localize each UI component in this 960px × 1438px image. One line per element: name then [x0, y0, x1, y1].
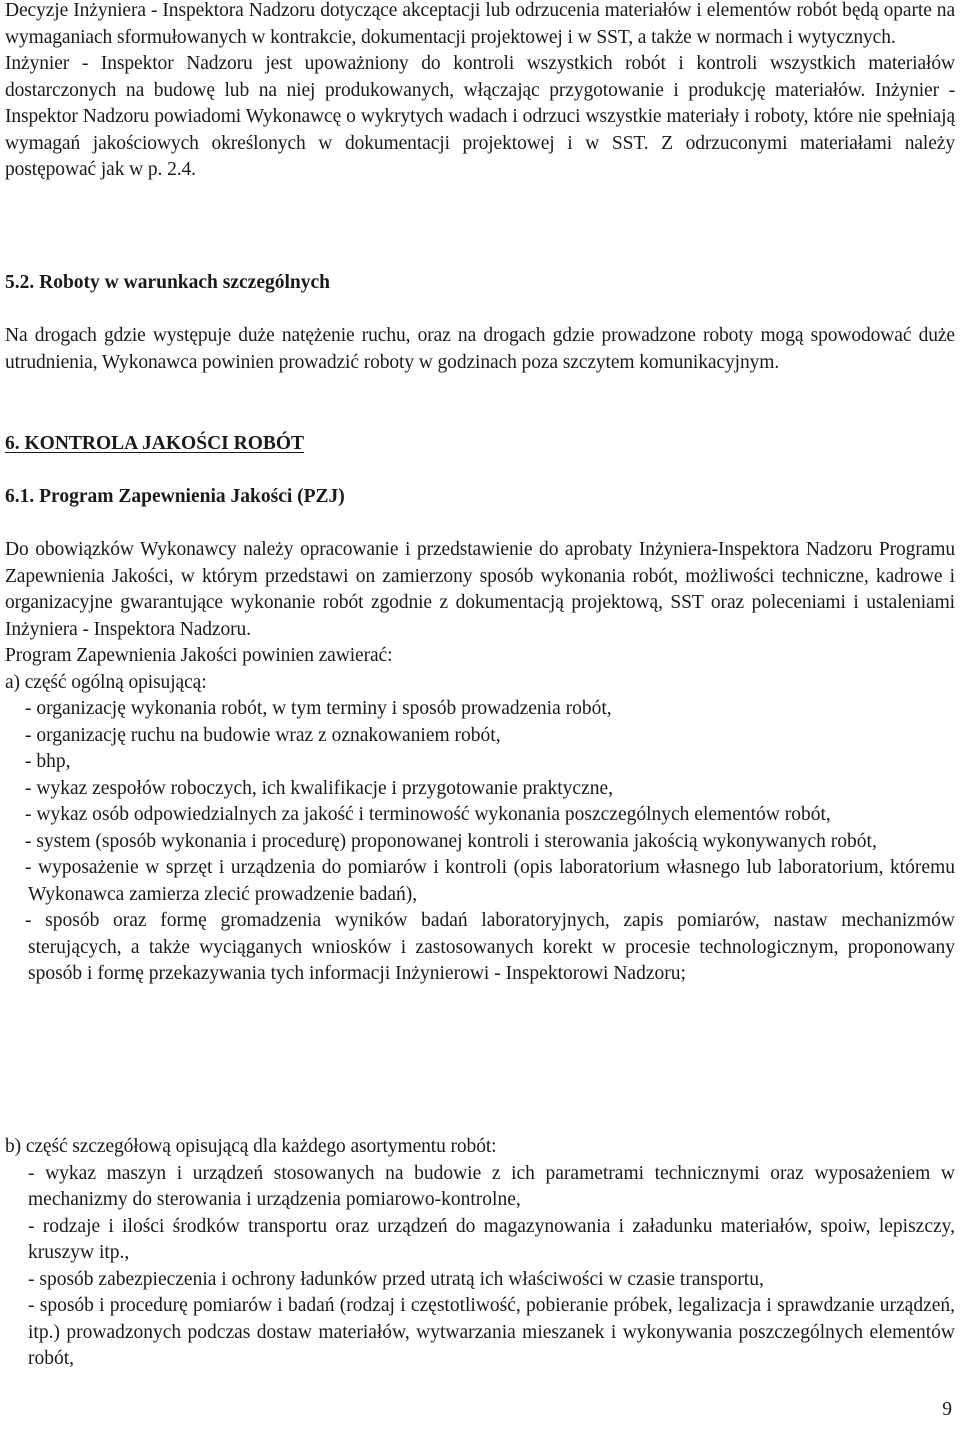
list-item: - wykaz osób odpowiedzialnych za jakość i terminowość wykonania poszczególnych elementów robót, [25, 804, 831, 825]
list-item: - organizację ruchu na budowie wraz z oznakowaniem robót, [25, 724, 501, 746]
intro-paragraph-2: Inżynier - Inspektor Nadzoru jest upoważniony do kontroli wszystkich robót i kontroli wszystkich materiałów dostarczonych na budowę lub na niej produkowanych, włączając przygotowanie i produkcję materiałów. Inżynier - Inspektor Nadzoru powiadomi Wykonawcę o wykrytych wadach i odrzuci wszystkie materiały i roboty, które nie spełniają wymagań jakościowych określonych w dokumentacji projektowej i w SST. Z odrzuconymi materiałami należy postępować jak w p. 2.4. [5, 53, 955, 180]
intro-section [5, 0, 955, 184]
list-item: - organizację wykonania robót, w tym terminy i sposób prowadzenia robót, [25, 698, 612, 719]
section-6-1-body [5, 537, 955, 988]
pzj-intro-line: Program Zapewnienia Jakości powinien zawierać: [5, 645, 393, 666]
section-5-2-body [5, 323, 955, 376]
list-item: - sposób i procedurę pomiarów i badań (rodzaj i częstotliwość, pobieranie próbek, legalizacja i sprawdzanie urządzeń, itp.) prowadzonych podczas dostaw materiałów, wytwarzania mieszanek i wykonywania poszczególnych elementów robót, [28, 1295, 955, 1369]
list-item: - wykaz zespołów roboczych, ich kwalifikacje i przygotowanie praktyczne, [25, 777, 614, 799]
list-item: - sposób oraz formę gromadzenia wyników badań laboratoryjnych, zapis pomiarów, nastaw mechanizmów sterujących, a także wyciąganych wniosków i zastosowanych korekt w procesie technologicznym, proponowany sposób i formę przekazywania tych informacji Inżynierowi - Inspektorowi Nadzoru; [25, 910, 955, 984]
list-item: - wykaz maszyn i urządzeń stosowanych na budowie z ich parametrami technicznymi oraz wyposażeniem w mechanizmy do sterowania i urządzenia pomiarowo-kontrolne, [28, 1162, 955, 1210]
list-item: - rodzaje i ilości środków transportu oraz urządzeń do magazynowania i załadunku materiałów, spoiw, lepiszczy, kruszyw itp., [28, 1215, 955, 1263]
list-item: - wyposażenie w sprzęt i urządzenia do pomiarów i kontroli (opis laboratorium własnego lub laboratorium, któremu Wykonawca zamierza zlecić prowadzenie badań), [25, 857, 955, 905]
intro-paragraph-1: Decyzje Inżyniera - Inspektora Nadzoru dotyczące akceptacji lub odrzucenia materiałów i elementów robót będą oparte na wymaganiach sformułowanych w kontrakcie, dokumentacji projektowej i w SST, a także w normach i wytycznych. [5, 0, 955, 48]
section-5-2-heading: 5.2. Roboty w warunkach szczególnych [5, 272, 330, 293]
page-number: 9 [942, 1399, 952, 1420]
section-6-heading: 6. KONTROLA JAKOŚCI ROBÓT [5, 433, 305, 454]
part-b-label: b) część szczegółową opisującą dla każdego asortymentu robót: [5, 1136, 497, 1157]
section-5-2-paragraph: Na drogach gdzie występuje duże natężenie ruchu, oraz na drogach gdzie prowadzone roboty mogą spowodować duże utrudnienia, Wykonawca powinien prowadzić roboty w godzinach poza szczytem komunikacyjnym. [5, 325, 955, 373]
section-6-1-heading: 6.1. Program Zapewnienia Jakości (PZJ) [5, 486, 345, 507]
list-item: - system (sposób wykonania i procedurę) proponowanej kontroli i sterowania jakością wykonywanych robót, [25, 830, 877, 852]
part-b-list [5, 1161, 955, 1373]
part-a-label: a) część ogólną opisującą: [5, 671, 207, 693]
part-b-section [5, 1134, 955, 1373]
list-item: - sposób zabezpieczenia i ochrony ładunków przed utratą ich właściwości w czasie transportu, [28, 1268, 764, 1290]
part-a-list [5, 696, 955, 988]
section-6-1-paragraph: Do obowiązków Wykonawcy należy opracowanie i przedstawienie do aprobaty Inżyniera-Inspektora Nadzoru Programu Zapewnienia Jakości, w którym przedstawi on zamierzony sposób wykonania robót, możliwości techniczne, kadrowe i organizacyjne gwarantujące wykonanie robót zgodnie z dokumentacją projektową, SST oraz poleceniami i ustaleniami Inżyniera - Inspektora Nadzoru. [5, 539, 955, 640]
list-item: - bhp, [25, 751, 71, 772]
